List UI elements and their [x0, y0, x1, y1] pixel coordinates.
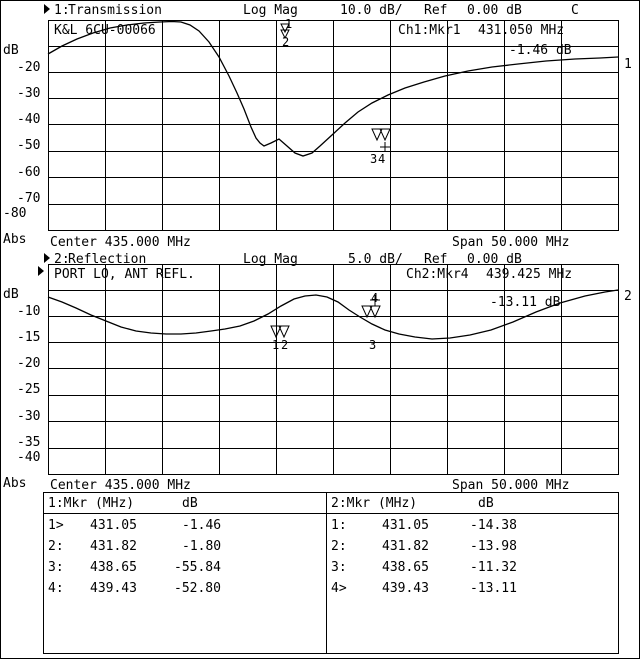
channel1-correction-flag: C — [571, 3, 579, 18]
table1-row-3-freq: 439.43 — [90, 581, 137, 596]
channel2-ytick-4: -30 — [17, 409, 41, 424]
table2-row-0-db: -14.38 — [470, 518, 517, 533]
table1-row-3-db: -52.80 — [174, 581, 221, 596]
channel2-ytick-6: -40 — [17, 450, 41, 465]
channel2-ytick-1: -15 — [17, 330, 41, 345]
channel2-ytick-3: -25 — [17, 382, 41, 397]
channel1-format[interactable]: Log Mag — [243, 3, 298, 18]
channel1-ytick-1: -30 — [17, 86, 41, 101]
channel1-ref-value[interactable]: 0.00 dB — [467, 3, 522, 18]
table1-header-title: 1:Mkr (MHz) — [48, 496, 135, 511]
channel2-device-label: PORT LO, ANT REFL. — [54, 267, 195, 282]
table2-row-3-db: -13.11 — [470, 581, 517, 596]
table1-row-1-freq: 431.82 — [90, 539, 137, 554]
channel1-ytick-4: -60 — [17, 165, 41, 180]
table2-row-0-index: 1: — [331, 518, 347, 533]
channel2-title[interactable]: Reflection — [68, 252, 147, 267]
channel2-active-pointer-icon — [44, 253, 50, 263]
channel1-ref-label: Ref — [424, 3, 448, 18]
channel2-ytick-2: -20 — [17, 356, 41, 371]
trace1-number-label: 1 — [624, 57, 632, 72]
channel1-marker-frequency: 431.050 MHz — [478, 23, 565, 38]
table1-row-2-index: 3: — [48, 560, 64, 575]
channel2-ref-value[interactable]: 0.00 dB — [467, 252, 522, 267]
channel1-ytick-5: -70 — [17, 191, 41, 206]
table1-row-0-db: -1.46 — [182, 518, 222, 533]
channel1-ytick-0: -20 — [17, 60, 41, 75]
channel2-scale[interactable]: 5.0 dB/ — [348, 252, 403, 267]
channel1-db-axis-label: dB — [3, 43, 19, 58]
channel1-center-label[interactable]: Center 435.000 MHz — [50, 235, 191, 250]
table2-row-1-freq: 431.82 — [382, 539, 429, 554]
channel1-ytick-6: -80 — [3, 206, 27, 221]
table2-row-2-db: -11.32 — [470, 560, 517, 575]
table1-row-3-index: 4: — [48, 581, 64, 596]
channel1-marker-tag-4: 4 — [378, 152, 386, 166]
table2-row-3-freq: 439.43 — [382, 581, 429, 596]
channel1-marker-tag-1: 1 — [285, 17, 293, 31]
channel2-span-label[interactable]: Span 50.000 MHz — [452, 478, 570, 493]
channel2-db-axis-label: dB — [3, 287, 19, 302]
table2-row-1-index: 2: — [331, 539, 347, 554]
channel2-ytick-0: -10 — [17, 304, 41, 319]
channel1-abs-label: Abs — [3, 232, 27, 247]
table2-row-1-db: -13.98 — [470, 539, 517, 554]
table2-row-3-index: 4> — [331, 581, 347, 596]
table2-header-value: dB — [478, 496, 494, 511]
channel1-scale[interactable]: 10.0 dB/ — [340, 3, 403, 18]
channel2-center-label[interactable]: Center 435.000 MHz — [50, 478, 191, 493]
channel2-ytick-5: -35 — [17, 435, 41, 450]
channel2-number[interactable]: 2: — [54, 252, 70, 267]
table1-row-0-index: 1> — [48, 518, 64, 533]
table1-row-0-freq: 431.05 — [90, 518, 137, 533]
channel2-marker-value: -13.11 dB — [490, 295, 561, 310]
channel2-marker-readout-label: Ch2:Mkr4 — [406, 267, 469, 282]
table1-row-2-db: -55.84 — [174, 560, 221, 575]
channel1-marker-tag-3: 3 — [370, 152, 378, 166]
table2-row-2-freq: 438.65 — [382, 560, 429, 575]
channel2-format[interactable]: Log Mag — [243, 252, 298, 267]
channel1-ytick-3: -50 — [17, 138, 41, 153]
channel2-marker-tag-1: 1 — [272, 338, 280, 352]
channel2-marker-frequency: 439.425 MHz — [486, 267, 573, 282]
table1-row-1-index: 2: — [48, 539, 64, 554]
table1-row-2-freq: 438.65 — [90, 560, 137, 575]
channel1-marker-value: -1.46 dB — [509, 43, 572, 58]
trace-1-markers — [281, 24, 390, 152]
channel2-marker-tag-2: 2 — [281, 338, 289, 352]
channel1-active-pointer-icon — [44, 4, 50, 14]
channel1-marker-tag-2: 2 — [282, 35, 290, 49]
channel1-marker-readout-label: Ch1:Mkr1 — [398, 23, 461, 38]
channel2-marker-tag-4: 4 — [371, 291, 379, 305]
channel1-span-label[interactable]: Span 50.000 MHz — [452, 235, 570, 250]
table2-row-0-freq: 431.05 — [382, 518, 429, 533]
channel1-device-label: K&L 6CU-00066 — [54, 23, 156, 38]
trace2-number-label: 2 — [624, 289, 632, 304]
channel1-number[interactable]: 1: — [54, 3, 70, 18]
channel2-abs-label: Abs — [3, 476, 27, 491]
channel2-ref-label: Ref — [424, 252, 448, 267]
table1-header-value: dB — [182, 496, 198, 511]
table2-header-title: 2:Mkr (MHz) — [331, 496, 418, 511]
table1-row-1-db: -1.80 — [182, 539, 222, 554]
channel1-ytick-2: -40 — [17, 112, 41, 127]
channel1-title[interactable]: Transmission — [68, 3, 162, 18]
channel2-trace-pointer-icon — [38, 266, 44, 276]
table2-row-2-index: 3: — [331, 560, 347, 575]
channel2-marker-tag-3: 3 — [369, 338, 377, 352]
